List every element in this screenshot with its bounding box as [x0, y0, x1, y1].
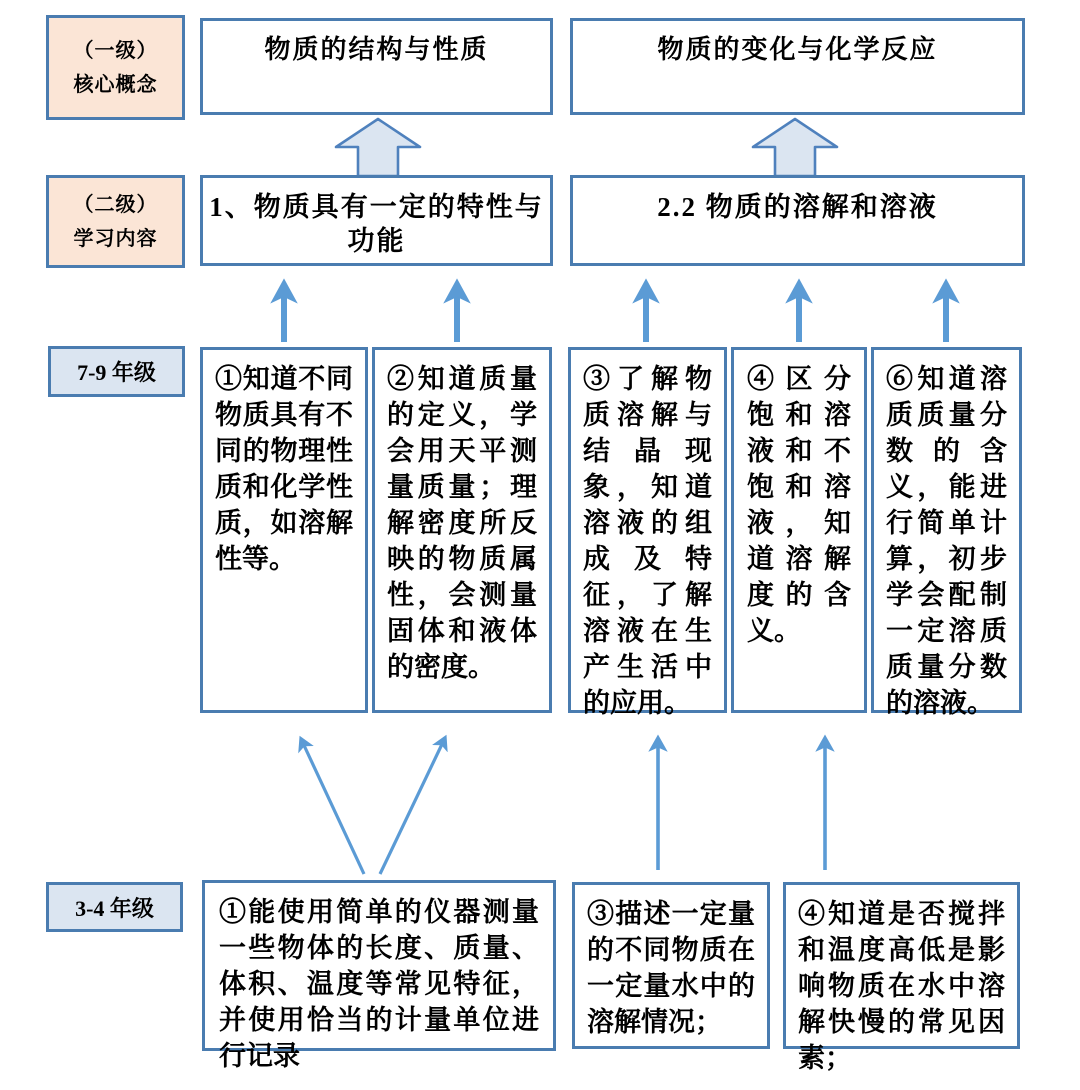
grade-7-9-label: 7-9 年级 [48, 346, 185, 397]
grade-3-4-box-1: ①能使用简单的仪器测量一些物体的长度、质量、体积、温度等常见特征，并使用恰当的计量单位进行记录 [202, 880, 556, 1051]
core-concept-box-change: 物质的变化与化学反应 [570, 18, 1025, 115]
level2-label-line1: （二级） [73, 193, 158, 216]
grade-7-9-box-3: ③了解物质溶解与结晶现象，知道溶液的组成及特征，了解溶液在生产生活中的应用。 [568, 347, 727, 713]
block-up-arrow-icon [753, 119, 837, 176]
level2-label-line2: 学习内容 [73, 227, 158, 250]
block-up-arrow-icon [336, 119, 420, 176]
level1-label [46, 15, 185, 120]
diagonal-up-arrow-icon [380, 740, 444, 874]
grade-7-9-box-4: ④区分饱和溶液和不饱和溶液，知道溶解度的含义。 [731, 347, 867, 713]
core-concept-box-structure: 物质的结构与性质 [200, 18, 553, 115]
grade-3-4-box-3: ③描述一定量的不同物质在一定量水中的溶解情况； [572, 882, 770, 1049]
diagonal-up-arrow-icon [302, 741, 364, 874]
grade-3-4-box-4: ④知道是否搅拌和温度高低是影响物质在水中溶解快慢的常见因素； [783, 882, 1020, 1049]
grade-7-9-box-6: ⑥知道溶质质量分数的含义，能进行简单计算，初步学会配制一定溶质质量分数的溶液。 [871, 347, 1022, 713]
learning-content-box-2-2: 2.2 物质的溶解和溶液 [570, 175, 1025, 266]
grade-7-9-box-1: ①知道不同物质具有不同的物理性质和化学性质，如溶解性等。 [200, 347, 368, 713]
grade-3-4-label: 3-4 年级 [46, 882, 183, 932]
level1-label-line2: 核心概念 [73, 73, 158, 96]
level1-label-line1: （一级） [73, 39, 158, 62]
learning-content-box-1: 1、物质具有一定的特性与功能 [200, 175, 553, 266]
level2-label [46, 175, 185, 268]
grade-7-9-box-2: ②知道质量的定义，学会用天平测量质量；理解密度所反映的物质属性，会测量固体和液体的密度。 [372, 347, 552, 713]
